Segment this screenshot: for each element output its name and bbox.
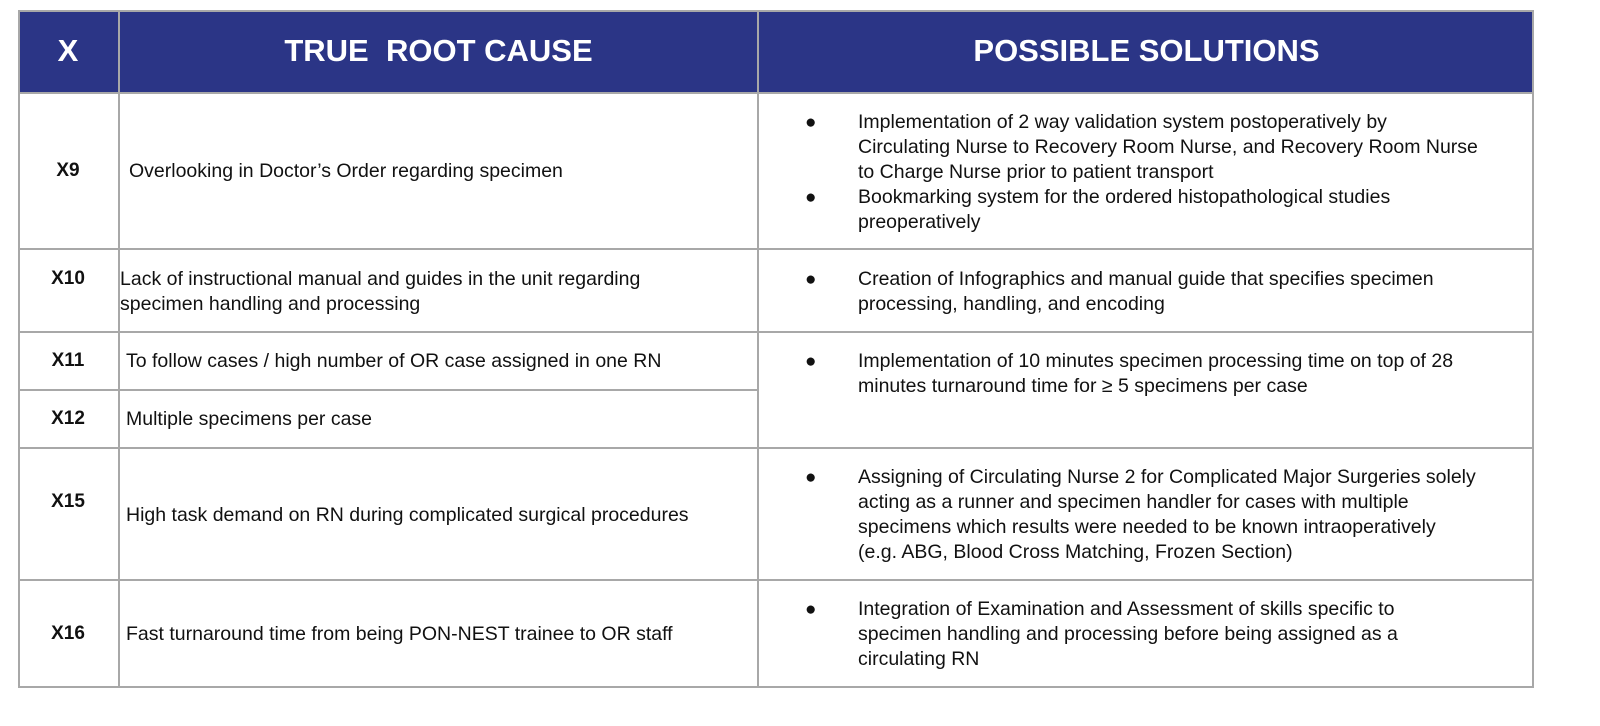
row-id: X10 bbox=[51, 268, 85, 289]
bullet-icon: ● bbox=[805, 112, 817, 133]
header-possible-solutions: POSSIBLE SOLUTIONS bbox=[973, 33, 1320, 68]
row-id: X11 bbox=[51, 350, 85, 371]
grid-line bbox=[18, 92, 1534, 94]
root-cause-text: Fast turnaround time from being PON-NEST trainee to OR staff bbox=[126, 623, 673, 645]
grid-line bbox=[18, 686, 1534, 688]
solution-item: ● Implementation of 2 way validation system postoperatively by Circulating Nurse to Recovery Room Nurse, and Recovery Room Nurse to Charge Nurse prior to patient transport bbox=[805, 111, 1478, 183]
row-id: X12 bbox=[51, 408, 85, 429]
bullet-icon: ● bbox=[805, 351, 817, 372]
grid-line bbox=[18, 248, 1534, 250]
solution-list-x11-x12 bbox=[805, 349, 1453, 399]
root-cause-table bbox=[18, 10, 1534, 688]
grid-line bbox=[118, 10, 120, 688]
solution-item: ● Integration of Examination and Assessment of skills specific to specimen handling and processing before being assigned as a circulating RN bbox=[805, 598, 1398, 670]
grid-line bbox=[18, 447, 1534, 449]
solution-item: ● Assigning of Circulating Nurse 2 for Complicated Major Surgeries solely acting as a runner and specimen handler for cases with multiple specimens which results were needed to be known intraoperatively (e.g. ABG, Blood Cross Matching, Frozen Section) bbox=[805, 466, 1476, 563]
grid-line bbox=[757, 10, 759, 688]
root-cause-text: Multiple specimens per case bbox=[126, 408, 373, 430]
bullet-icon: ● bbox=[805, 269, 817, 290]
solution-list bbox=[805, 110, 1478, 235]
grid-line bbox=[18, 10, 1534, 12]
row-id: X9 bbox=[56, 160, 80, 181]
root-cause-text: Lack of instructional manual and guides in the unit regarding specimen handling and processing bbox=[120, 268, 641, 315]
row-id: X15 bbox=[51, 491, 85, 512]
solution-list bbox=[805, 267, 1434, 317]
solution-list bbox=[805, 465, 1476, 565]
grid-line bbox=[18, 331, 1534, 333]
header-true-root-cause: TRUE ROOT CAUSE bbox=[284, 33, 593, 68]
grid-line bbox=[1532, 10, 1534, 688]
root-cause-text: Overlooking in Doctor’s Order regarding specimen bbox=[129, 160, 563, 182]
bullet-icon: ● bbox=[805, 599, 817, 620]
solution-item: ● Creation of Infographics and manual guide that specifies specimen processing, handling, and encoding bbox=[805, 268, 1434, 315]
bullet-icon: ● bbox=[805, 187, 817, 208]
root-cause-text: High task demand on RN during complicated surgical procedures bbox=[126, 504, 689, 526]
grid-line bbox=[18, 389, 759, 391]
solution-item: ● Bookmarking system for the ordered histopathological studies preoperatively bbox=[805, 186, 1391, 233]
header-x: X bbox=[57, 33, 79, 68]
solution-list bbox=[805, 597, 1398, 672]
grid-line bbox=[18, 579, 1534, 581]
solution-item: ● Implementation of 10 minutes specimen processing time on top of 28 minutes turnaround time for ≥ 5 specimens per case bbox=[805, 350, 1454, 397]
bullet-icon: ● bbox=[805, 467, 817, 488]
row-id: X16 bbox=[51, 623, 85, 644]
root-cause-text: To follow cases / high number of OR case assigned in one RN bbox=[126, 350, 662, 372]
